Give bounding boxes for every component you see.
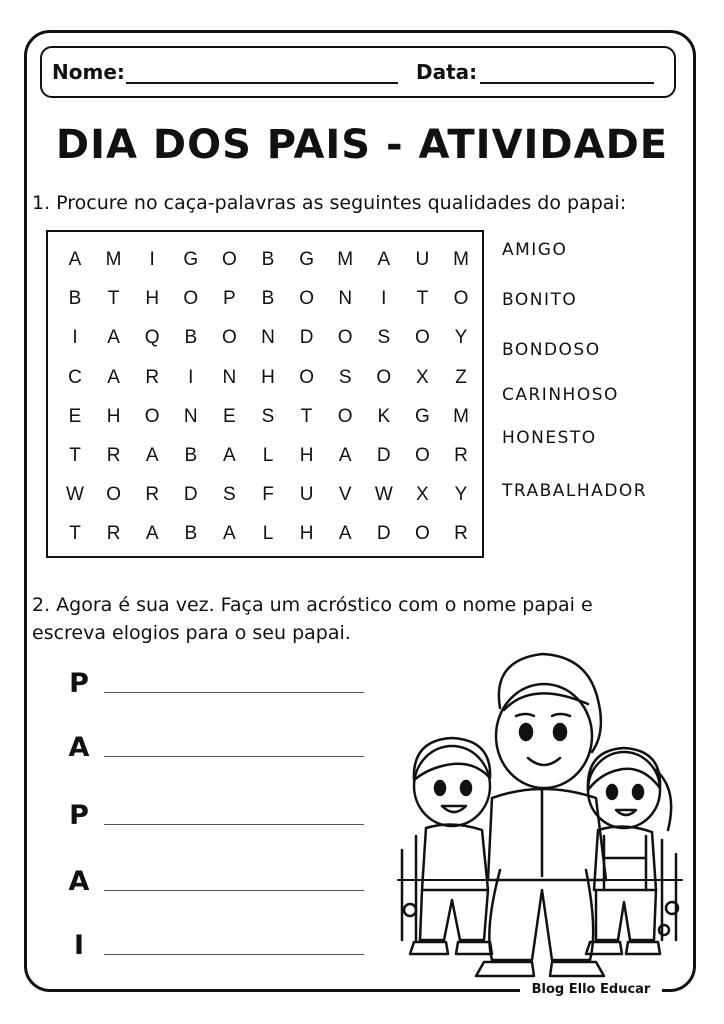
grid-cell: Q bbox=[144, 327, 160, 349]
grid-cell: B bbox=[68, 288, 82, 310]
grid-cell: L bbox=[262, 523, 274, 545]
grid-cell: S bbox=[338, 366, 352, 388]
date-field[interactable] bbox=[480, 82, 654, 84]
acrostic-write-line[interactable] bbox=[104, 692, 364, 693]
grid-cell: X bbox=[416, 484, 429, 506]
grid-cell: U bbox=[299, 484, 314, 506]
grid-cell: F bbox=[262, 484, 274, 506]
grid-cell: O bbox=[222, 327, 237, 349]
grid-cell: I bbox=[381, 288, 387, 310]
grid-cell: K bbox=[377, 405, 391, 427]
grid-cell: R bbox=[454, 445, 468, 466]
acrostic-write-line[interactable] bbox=[104, 824, 364, 825]
grid-cell: W bbox=[374, 484, 393, 506]
grid-cell: B bbox=[261, 249, 275, 270]
grid-cell: A bbox=[68, 249, 82, 270]
grid-cell: T bbox=[69, 523, 81, 545]
word-list-item: CARINHOSO bbox=[502, 385, 619, 405]
grid-cell: M bbox=[453, 249, 469, 270]
grid-cell: A bbox=[338, 445, 352, 466]
grid-cell: O bbox=[299, 366, 314, 388]
grid-cell: N bbox=[338, 288, 353, 310]
grid-cell: X bbox=[416, 366, 429, 388]
grid-cell: H bbox=[299, 523, 314, 545]
grid-cell: S bbox=[223, 484, 236, 506]
grid-cell: T bbox=[416, 288, 429, 310]
grid-cell: O bbox=[415, 445, 430, 466]
grid-cell: Y bbox=[454, 327, 468, 349]
word-list-item: AMIGO bbox=[502, 240, 568, 260]
grid-cell: M bbox=[337, 249, 354, 270]
grid-cell: O bbox=[453, 288, 469, 310]
grid-cell: R bbox=[145, 484, 160, 506]
acrostic-write-line[interactable] bbox=[104, 890, 364, 891]
footer-credit: Blog Ello Educar bbox=[520, 982, 662, 1002]
grid-cell: E bbox=[223, 405, 236, 427]
grid-cell: C bbox=[68, 366, 82, 388]
grid-cell: Y bbox=[454, 484, 468, 506]
grid-cell: G bbox=[415, 405, 430, 427]
grid-cell: A bbox=[223, 523, 236, 545]
grid-cell: O bbox=[106, 484, 121, 506]
grid-cell: O bbox=[222, 249, 237, 270]
grid-cell: T bbox=[300, 405, 313, 427]
grid-cell: O bbox=[144, 405, 160, 427]
date-label: Data: bbox=[416, 60, 478, 84]
grid-cell: T bbox=[107, 288, 120, 310]
grid-cell: A bbox=[338, 523, 352, 545]
grid-cell: A bbox=[107, 366, 120, 388]
grid-cell: A bbox=[145, 523, 159, 545]
header-box bbox=[40, 46, 676, 98]
father-children-illustration bbox=[392, 640, 690, 980]
word-list-item: BONDOSO bbox=[502, 340, 601, 360]
word-list-item: BONITO bbox=[502, 290, 578, 310]
grid-cell: R bbox=[454, 523, 468, 545]
question-2-line-2: escreva elogios para o seu papai. bbox=[32, 622, 351, 644]
page-title: DIA DOS PAIS - ATIVIDADE bbox=[55, 122, 669, 168]
grid-cell: Z bbox=[455, 366, 467, 388]
grid-cell: A bbox=[145, 445, 159, 466]
name-field[interactable] bbox=[126, 82, 398, 84]
grid-cell: G bbox=[183, 249, 199, 270]
grid-cell: T bbox=[69, 445, 81, 466]
grid-cell: W bbox=[66, 484, 84, 506]
grid-cell: M bbox=[105, 249, 122, 270]
grid-cell: B bbox=[184, 523, 198, 545]
grid-cell: O bbox=[415, 327, 430, 349]
acrostic-write-line[interactable] bbox=[104, 954, 364, 955]
grid-cell: N bbox=[183, 405, 198, 427]
grid-cell: H bbox=[299, 445, 314, 466]
question-1: 1. Procure no caça-palavras as seguintes qualidades do papai: bbox=[32, 192, 627, 214]
acrostic-letter: I bbox=[73, 930, 85, 961]
grid-cell: D bbox=[376, 523, 391, 545]
grid-cell: E bbox=[68, 405, 82, 427]
grid-cell: U bbox=[415, 249, 430, 270]
grid-cell: H bbox=[106, 405, 121, 427]
grid-cell: B bbox=[184, 327, 198, 349]
grid-cell: D bbox=[183, 484, 198, 506]
grid-cell: R bbox=[106, 523, 121, 545]
grid-cell: O bbox=[337, 327, 353, 349]
grid-cell: H bbox=[261, 366, 275, 388]
acrostic-letter: P bbox=[69, 668, 89, 699]
grid-cell: R bbox=[145, 366, 160, 388]
grid-cell: B bbox=[184, 445, 198, 466]
question-2-line-1: 2. Agora é sua vez. Faça um acróstico com o nome papai e bbox=[32, 594, 593, 616]
word-list-item: TRABALHADOR bbox=[502, 481, 648, 501]
grid-cell: S bbox=[261, 405, 275, 427]
grid-cell: O bbox=[337, 405, 353, 427]
word-search-grid bbox=[46, 230, 484, 558]
grid-cell: A bbox=[223, 445, 236, 466]
grid-cell: A bbox=[377, 249, 391, 270]
grid-cell: A bbox=[107, 327, 120, 349]
grid-cell: H bbox=[145, 288, 160, 310]
grid-cell: R bbox=[106, 445, 121, 466]
acrostic-write-line[interactable] bbox=[104, 756, 364, 757]
grid-cell: O bbox=[183, 288, 199, 310]
grid-cell: V bbox=[338, 484, 352, 506]
grid-cell: O bbox=[299, 288, 314, 310]
grid-cell: N bbox=[222, 366, 237, 388]
acrostic-letter: A bbox=[68, 732, 90, 763]
grid-cell: D bbox=[376, 445, 391, 466]
grid-cell: O bbox=[415, 523, 430, 545]
acrostic-letter: A bbox=[68, 866, 90, 897]
acrostic-letter: P bbox=[69, 800, 89, 831]
name-label: Nome: bbox=[52, 60, 125, 84]
grid-cell: D bbox=[299, 327, 314, 349]
grid-cell: G bbox=[299, 249, 314, 270]
grid-cell: M bbox=[453, 405, 469, 427]
grid-cell: S bbox=[377, 327, 391, 349]
grid-cell: I bbox=[72, 327, 78, 349]
grid-cell: B bbox=[261, 288, 275, 310]
grid-cell: I bbox=[188, 366, 194, 388]
grid-cell: L bbox=[262, 445, 274, 466]
grid-cell: P bbox=[223, 288, 236, 310]
word-list-item: HONESTO bbox=[502, 428, 597, 448]
grid-cell: N bbox=[261, 327, 275, 349]
grid-cell: O bbox=[376, 366, 392, 388]
grid-cell: I bbox=[149, 249, 155, 270]
